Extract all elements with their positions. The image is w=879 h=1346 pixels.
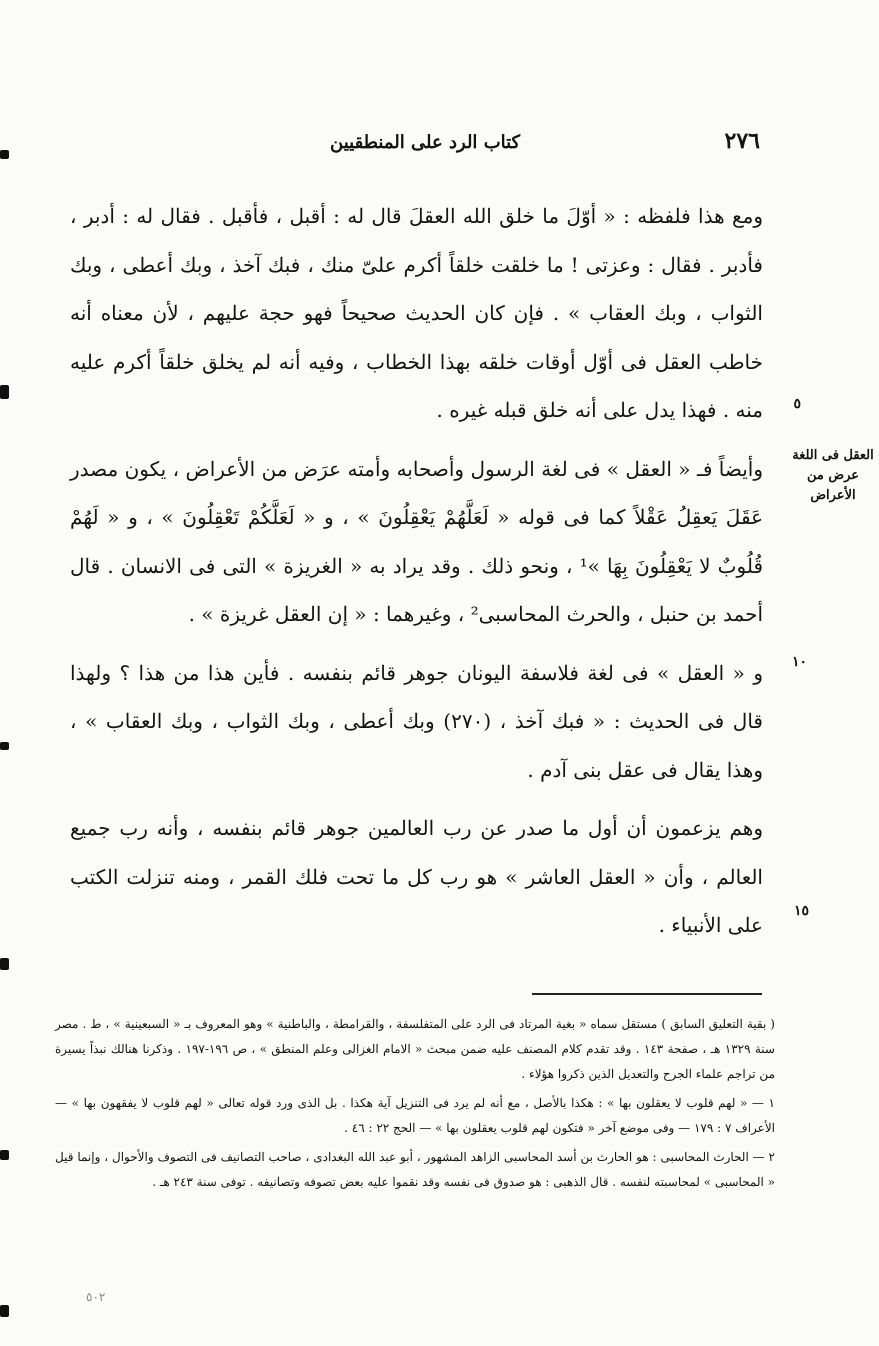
line-number: ١٠ [791,654,807,670]
page-number: ٢٧٦ [724,128,760,154]
footnote: ( بقية التعليق السابق ) مستقل سماه « بغية المرتاد فى الرد على المتفلسفة ، والقرامطة ، والباطنية » وهو المعروف بـ « السبعينية » ، ط . مصر سنة ١٣٢٩ هـ ، صفحة ١٤٣ . وقد تقدم كلام المصنف عليه ضمن مبحث « الامام الغزالى وعلم المنطق » ، ص ١٩٦-١٩٧ . وذكرنا هنالك نبذاً يسيرة من تراجم علماء الجرح والتعديل الذين ذكروا هؤلاء . [55,1017,775,1081]
line-number: ٥ [793,396,801,412]
binding-mark [0,150,9,159]
paragraph: وهم يزعمون أن أول ما صدر عن رب العالمين جوهر قائم بنفسه ، وأنه رب جميع العالم ، وأن « العقل العاشر » هو رب كل ما تحت فلك القمر ، ومنه تنزلت الكتب على الأنبياء . [70,816,763,937]
paragraph: وأيضاً فـ « العقل » فى لغة الرسول وأصحابه وأمته عرَض من الأعراض ، يكون مصدر عَقَلَ يَعقِلُ عَقْلاً كما فى قوله « لَعَلَّهُمْ يَعْقِلُونَ » ، و « لَعَلَّكُمْ تَعْقِلُونَ » ، و « لَهُمْ قُلُوبٌ لا يَعْقِلُونَ بِهَا »¹ ، ونحو ذلك . وقد يراد به « الغريزة » التى فى الانسان . قال أحمد بن حنبل ، والحرث المحاسبى² ، وغيرهما : « إن العقل غريزة » . [70,456,764,626]
binding-mark [0,1305,9,1317]
running-title: كتاب الرد على المنطقيين [330,132,521,153]
binding-mark [0,385,9,399]
binding-mark [0,1150,9,1160]
line-number: ١٥ [793,903,809,919]
main-text [70,192,763,950]
binding-mark [0,742,9,750]
page-header [320,128,760,158]
paragraph: و « العقل » فى لغة فلاسفة اليونان جوهر قائم بنفسه . فأين هذا من هذا ؟ ولهذا قال فى الحديث : « فبك آخذ ، (٢٧٠) وبك أعطى ، وبك الثواب ، وبك العقاب » ، وهذا يقال فى عقل بنى آدم . [70,660,763,782]
binding-mark [0,958,9,970]
page-smudge: ٥٠٢ [86,1290,106,1304]
footnotes [55,1012,775,1199]
paragraph: ومع هذا فلفظه : « أوّلَ ما خلق الله العقلَ قال له : أقبل ، فأقبل . فقال له : أدبر ، فأدبر . فقال : وعزتى ! ما خلقت خلقاً أكرم علىّ منك ، فبك آخذ ، وبك أعطى ، وبك الثواب ، وبك العقاب » . فإن كان الحديث صحيحاً فهو حجة عليهم ، لأن معناه أنه خاطب العقل فى أوّل أوقات خلقه بهذا الخطاب ، وفيه أنه لم يخلق خلقاً أكرم عليه منه . فهذا يدل على أنه خلق قبله غيره . [70,204,763,422]
margin-note: العقل فى اللغة عرض من الأعراض [792,448,874,503]
footnote: ١ — « لهم قلوب لا يعقلون بها » : هكذا بالأصل ، مع أنه لم يرد فى التنزيل آية هكذا . بل الذى ورد قوله تعالى « لهم قلوب لا يفقهون بها » — الأعراف ٧ : ١٧٩ — وفى موضع آخر « فتكون لهم قلوب يعقلون بها » — الحج ٢٢ : ٤٦ . [55,1096,775,1135]
footnote: ٢ — الحارث المحاسبى : هو الحارث بن أسد المحاسبى الزاهد المشهور ، أبو عبد الله البغدادى ، صاحب التصانيف فى التصوف والأحوال ، وإنما قيل « المحاسبى » لمحاسبته لنفسه . قال الذهبى : هو صدوق فى نفسه وقد نقموا عليه بعض تصوفه وتصانيفه . توفى سنة ٢٤٣ هـ . [55,1150,775,1189]
footnote-separator [532,993,762,995]
